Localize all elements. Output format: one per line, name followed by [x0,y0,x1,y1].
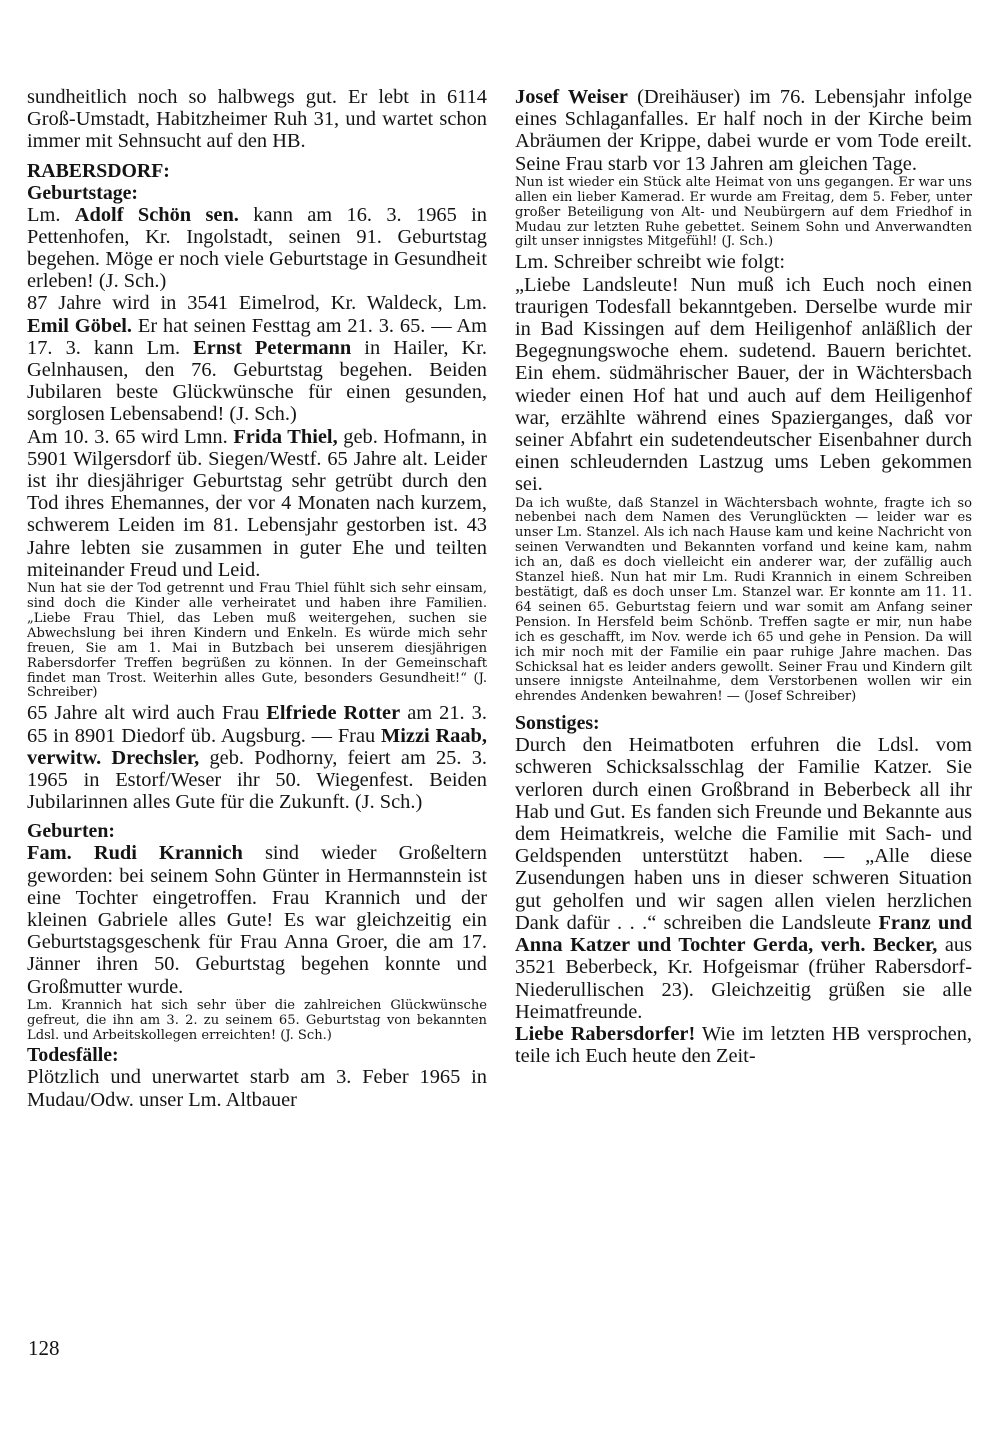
subheading-todesfaelle: Todesfälle: [27,1044,119,1067]
name-bold: Liebe Rabersdorfer! [515,1022,696,1045]
subheading-sonstiges: Sonstiges: [515,712,600,735]
text: sind wieder Großeltern geworden: bei seinem Sohn Günter in Hermannstein ist eine Tochter eingetroffen. Frau Krannich und der kleinen Gabriele alles Gute! Es war gleichzeitig ein Geburtstagsgeschenk für Frau Anna Groer, die am 17. Jänner ihren 50. Geburtstag begehen konnte und Großmutter wurde. [27,842,487,998]
text: 65 Jahre alt wird auch Frau [27,702,267,725]
paragraph-katzer [515,734,972,1023]
right-column [515,86,972,1067]
text: 87 Jahre wird in 3541 Eimelrod, Kr. Waldeck, Lm. [27,292,487,315]
name-bold: Josef Weiser [515,86,628,108]
name-bold: Frida Thiel, [233,425,338,448]
paragraph-continued: sundheitlich noch so halbwegs gut. Er lebt in 6114 Groß-Umstadt, Habitzheimer Ruh 31, und wartet schon immer mit Sehnsucht auf den HB. [27,86,487,153]
name-bold: Adolf Schön sen. [74,203,239,226]
text: in Hailer, Kr. Gelnhausen, den 76. Geburtstag begehen. Beiden Jubilaren beste Glückwünsche für einen gesunden, sorglosen Lebensabend! (J. Sch.) [27,336,488,426]
paragraph-josef-weiser [515,86,972,175]
name-bold: Mizzi Raab, verwitw. Drechsler, [27,724,487,769]
page-number: 128 [28,1336,60,1360]
section-heading-rabersdorf: RABERSDORF: [27,159,170,182]
text: geb. Hofmann, in 5901 Wilgersdorf üb. Siegen/Westf. 65 Jahre alt. Leider ist ihr diesjähriger Geburtstag sehr getrübt durch den Tod ihres Ehemannes, der vor 4 Monaten nach kurzem, schwerem Leiden im 81. Lebensjahr gestorben ist. 43 Jahre lebten sie zusammen in guter Ehe und teilten miteinander Freud und Leid. [27,425,487,581]
small-print-krannich: Lm. Krannich hat sich sehr über die zahlreichen Glückwünsche gefreut, die ihn am 3. 2. zu seinem 65. Geburtstag von bekannten Ldsl. und Arbeitskollegen erreichten! (J. Sch.) [27,997,487,1043]
text: (Dreihäuser) im 76. Lebensjahr infolge eines Schlaganfalles. Er half noch in der Kirche beim Abräumen der Krippe, dabei wurde er vom Tode ereilt. Seine Frau starb vor 13 Jahren am gleichen Tage. [515,86,972,175]
subheading-geburten: Geburten: [27,820,115,843]
text: Am 10. 3. 65 wird Lmn. [27,425,234,448]
small-print-thiel: Nun hat sie der Tod getrennt und Frau Thiel fühlt sich sehr einsam, sind doch die Kinder alle verheiratet und haben ihre Familien. „Liebe Frau Thiel, das Leben muß weitergehen, suchen sie Abwechslung bei ihren Kindern und Enkeln. Es würde mich sehr freuen, Sie am 1. Mai in Butzbach bei unserem diesjährigen Rabersdorfer Treffen begrüßen zu können. In der Gemeinschaft findet man Trost. Weiterhin alles Gute, besonders Gesundheit!“ (J. Schreiber) [27,581,487,701]
name-bold: Emil Göbel. [27,314,133,337]
name-bold: Ernst Petermann [193,336,352,359]
paragraph-schreiber-intro: Lm. Schreiber schreibt wie folgt: [515,251,786,274]
paragraph-frida-thiel [27,426,487,581]
text: Wie im letzten HB versprochen, teile ich Euch heute den Zeit- [515,1022,972,1068]
paragraph-altbauer: Plötzlich und unerwartet starb am 3. Feber 1965 in Mudau/Odw. unser Lm. Altbauer [27,1066,487,1111]
paragraph-krannich [27,842,487,997]
name-bold: Fam. Rudi Krannich [27,842,243,865]
name-bold: Franz und Anna Katzer und Tochter Gerda, verh. Becker, [515,911,972,957]
small-print-stanzel: Da ich wußte, daß Stanzel in Wächtersbach wohnte, fragte ich so nebenbei nach dem Namen des Verunglückten — leider war es unser Lm. Stanzel. Als ich nach Hause kam und keine Nachricht von seinen Verwandten und Bekannten vorfand und keine kam, nahm ich an, daß es doch vielleicht ein anderer war, der zufällig auch Stanzel hieß. Nun hat mir Lm. Rudi Krannich in einem Schreiben bestätigt, daß es doch unser Lm. Stanzel war. Er konnte am 11. 11. 64 seinen 65. Geburtstag feiern und war somit am Anfang seiner Pension. In Hersfeld beim Schönb. Treffen sagte er mir, nun habe ich es geschafft, im Nov. werde ich 65 und gehe in Pension. Da will ich mir noch mit der Familie ein paar ruhige Jahre machen. Das Schicksal hat es leider anders gewollt. Seiner Frau und Kindern gilt unsere innigste Anteilnahme, dem Verstorbenen wollen wir ein ehrendes Andenken bewahren! — (Josef Schreiber) [515,495,972,705]
text: Lm. [27,203,75,226]
name-bold: Elfriede Rotter [266,702,401,725]
text: am 21. 3. 65 in 8901 Diedorf üb. Augsburg. — Frau [27,702,487,747]
text: geb. Podhorny, feiert am 25. 3. 1965 in Estorf/Weser ihr 50. Wiegenfest. Beiden Jubilarinnen alles Gute für die Zukunft. (J. Sch.) [27,746,488,814]
paragraph-emil-goebel [27,292,487,425]
text: kann am 16. 3. 1965 in Pettenhofen, Kr. Ingolstadt, seinen 91. Geburtstag begehen. Möge er noch viele Geburtstage in Gesundheit erleben! (J. Sch.) [27,203,488,293]
text: Er hat seinen Festtag am 21. 3. 65. — Am 17. 3. kann Lm. [27,314,487,359]
small-print-weiser: Nun ist wieder ein Stück alte Heimat von uns gegangen. Er war uns allen ein lieber Kamerad. Er wurde am Freitag, dem 5. Feber, unter großer Beteiligung von Alt- und Neubürgern auf dem Friedhof in Mudau zur letzten Ruhe gebettet. Seinem Sohn und Anverwandten gilt unser innigstes Mitgefühl! (J. Sch.) [515,174,972,250]
subheading-geburtstage: Geburtstage: [27,181,138,204]
left-column [27,86,487,1111]
paragraph-rotter-raab [27,702,487,813]
paragraph-adolf-schoen [27,204,487,293]
text: aus 3521 Beberbeck, Kr. Hofgeismar (früher Rabersdorf-Niederullischen 23). Gleichzeitig grüßen sie alle Heimatfreunde. [515,934,973,1023]
text: Durch den Heimatboten erfuhren die Ldsl. vom schweren Schicksalsschlag der Familie Katzer. Sie verloren durch einen Großbrand in Beberbeck all ihr Hab und Gut. Es fanden sich Freunde und Bekannte aus dem Heimatkreis, welche die Familie mit Sach- und Geldspenden unterstützt haben. — „Alle diese Zusendungen haben uns in dieser schweren Situation gut geholfen und wir sagen allen vielen herzlichen Dank dafür . . .“ schreiben die Landsleute [515,734,972,934]
paragraph-letter-quote: „Liebe Landsleute! Nun muß ich Euch noch einen traurigen Todesfall bekanntgeben. Derselbe wurde mir in Bad Kissingen auf dem Heiligenhof anläßlich der Begegnungswoche ehem. sudetend. Bauern berichtet. Ein ehem. südmährischer Bauer, der in Wächtersbach wieder einen Hof hat und auch auf dem Heiligenhof war, erzählte während eines Spazierganges, daß vor seiner Abfahrt ein sudetendeutscher Eisenbahner durch einen schleudernden Lastzug ums Leben gekommen sei. [515,273,972,496]
paragraph-liebe-rabersdorfer [515,1023,972,1067]
